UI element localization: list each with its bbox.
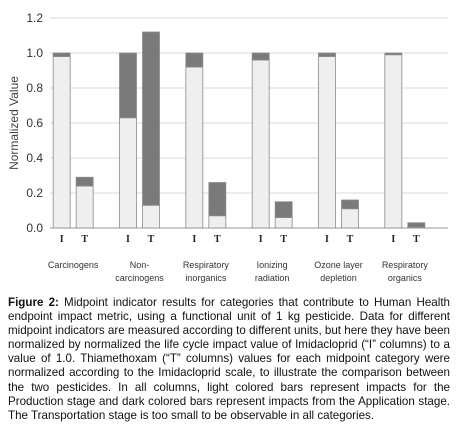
bar-application [342,200,359,209]
bar-production [186,67,203,228]
bar-label: T [412,234,420,245]
bar-production [120,118,137,228]
bar-application [120,53,137,118]
bar-production [53,57,70,229]
category-label: radiation [254,273,290,283]
bar-label: I [325,234,329,245]
bar-application [143,32,160,205]
y-tick-label: 0.8 [26,81,43,95]
bar-production [275,218,292,229]
bar-label: T [147,234,155,245]
y-axis-label: Normalized Value [7,76,21,170]
bar-production [342,209,359,228]
y-tick-label: 0.6 [26,116,43,130]
bar-production [143,205,160,228]
category-label: Respiratory [182,260,229,270]
bar-application [319,53,336,57]
bar-application [252,53,269,60]
y-tick-label: 1.0 [26,46,43,60]
bar-label: T [81,234,89,245]
category-label: inorganics [185,273,227,283]
bar-application [76,177,93,186]
y-tick-label: 1.2 [26,11,43,25]
category-label: Carcinogens [47,260,99,270]
bar-production [319,57,336,229]
category-label: depletion [320,273,357,283]
bar-label: T [213,234,221,245]
category-label: Respiratory [381,260,428,270]
bar-application [186,53,203,67]
bar-label: I [126,234,130,245]
category-label: Non- [129,260,150,270]
bar-label: I [59,234,64,245]
bar-application [209,183,226,216]
bar-label: I [258,234,263,245]
bar-label: T [346,234,354,245]
bar-label: T [280,234,288,245]
caption-label: Figure 2: [8,296,59,309]
y-tick-label: 0.4 [26,151,43,165]
category-label: organics [387,273,422,283]
bar-application [53,53,70,57]
bar-production [252,60,269,228]
bar-application [385,53,402,55]
category-label: carcinogens [115,273,164,283]
figure-caption [8,296,450,423]
y-tick-label: 0.0 [26,221,43,235]
bar-production [209,216,226,228]
y-tick-label: 0.2 [26,186,43,200]
bar-production [385,55,402,228]
bar-application [408,223,425,227]
caption-text: Midpoint indicator results for categories that contribute to Human Health endpoint impact metric, using a functional unit of 1 kg pesticide. Data for different midpoint indicators are measured according to different units, but here they have been normalized by normalized the life cycle impact value of Imidacloprid (“I” columns) to a value of 1.0. Thiamethoxam (“T” columns) values for each midpoint category were normalized according to the Imidacloprid scale, to illustrate the comparison between the two pesticides. In all columns, light colored bars represent impacts for the Production stage and dark colored bars represent impacts from the Application stage. The Transportation stage is too small to be observable in all categories. [8,296,450,422]
category-label: Ozone layer [314,260,363,270]
bar-label: I [391,234,396,245]
bar-application [275,202,292,218]
bar-production [76,186,93,228]
bar-label: I [192,234,197,245]
category-label: Ionizing [256,260,288,270]
